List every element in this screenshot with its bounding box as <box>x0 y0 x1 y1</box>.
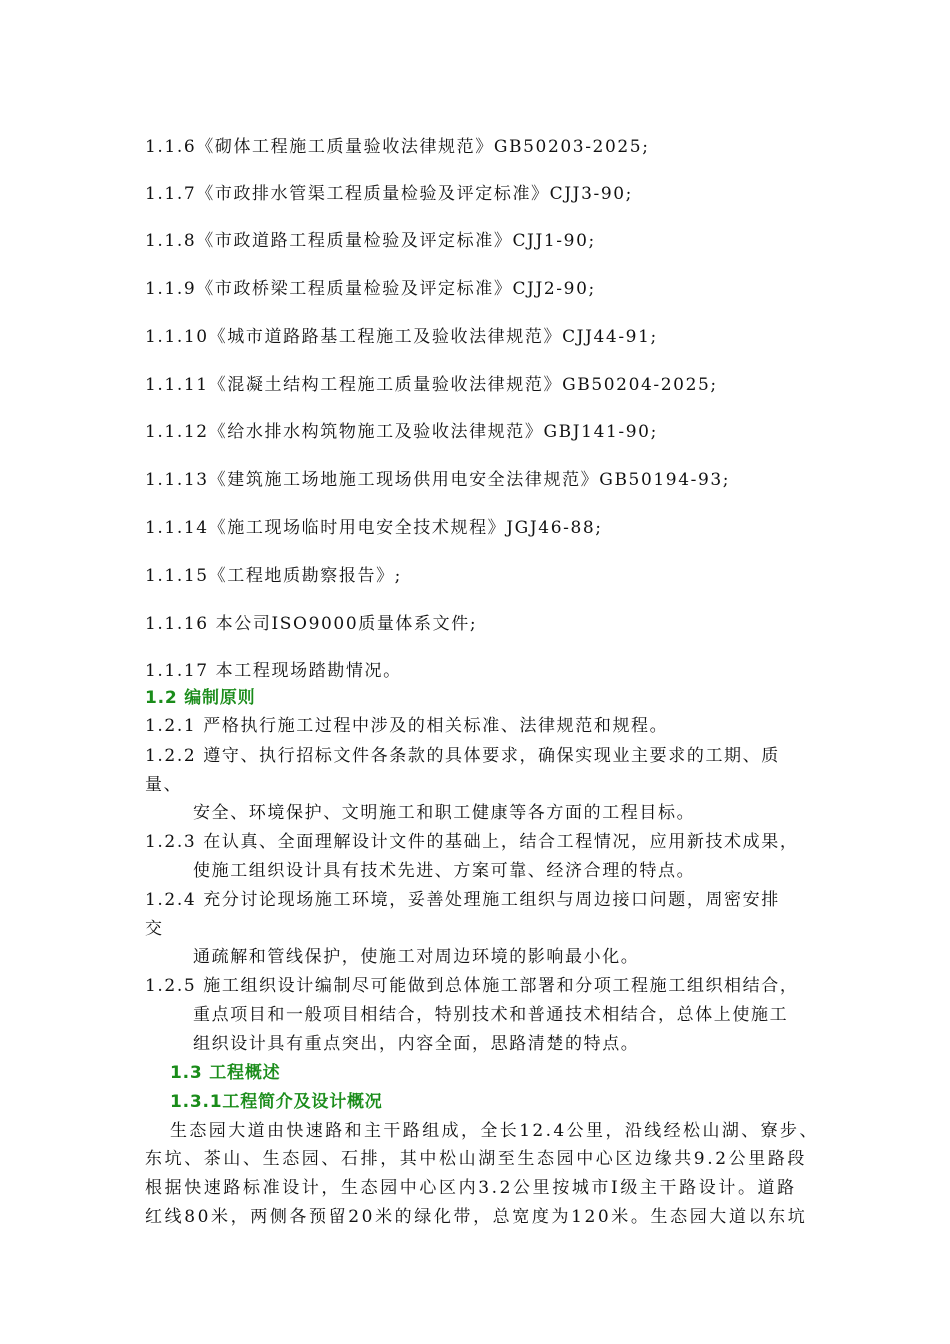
principle-line: 交 <box>145 919 164 939</box>
principle-line: 1.2.4 充分讨论现场施工环境，妥善处理施工组织与周边接口问题，周密安排 <box>145 890 780 910</box>
subsection-heading: 1.3.1工程简介及设计概况 <box>170 1092 383 1112</box>
ref-item: 1.1.14《施工现场临时用电安全技术规程》JGJ46-88; <box>145 518 603 538</box>
principle-line: 安全、环境保护、文明施工和职工健康等各方面的工程目标。 <box>193 803 696 823</box>
ref-item: 1.1.8《市政道路工程质量检验及评定标准》CJJ1-90; <box>145 231 596 251</box>
paragraph-line: 根据快速路标准设计，生态园中心区内3.2公里按城市Ⅰ级主干路设计。道路 <box>145 1178 797 1198</box>
principle-line: 重点项目和一般项目相结合，特别技术和普通技术相结合，总体上使施工 <box>193 1005 789 1025</box>
paragraph-line: 东坑、茶山、生态园、石排，其中松山湖至生态园中心区边缘共9.2公里路段 <box>145 1149 808 1169</box>
principle-line: 1.2.3 在认真、全面理解设计文件的基础上，结合工程情况，应用新技术成果， <box>145 832 799 852</box>
ref-item: 1.1.9《市政桥梁工程质量检验及评定标准》CJJ2-90; <box>145 279 596 299</box>
paragraph-line: 生态园大道由快速路和主干路组成，全长12.4公里，沿线经松山湖、寮步、 <box>170 1121 819 1141</box>
ref-item: 1.1.13《建筑施工场地施工现场供用电安全法律规范》GB50194-93; <box>145 470 731 490</box>
ref-item: 1.1.7《市政排水管渠工程质量检验及评定标准》CJJ3-90; <box>145 184 634 204</box>
principle-line: 通疏解和管线保护，使施工对周边环境的影响最小化。 <box>193 947 640 967</box>
ref-item: 1.1.11《混凝土结构工程施工质量验收法律规范》GB50204-2025; <box>145 375 718 395</box>
ref-item: 1.1.17 本工程现场踏勘情况。 <box>145 661 402 681</box>
ref-item: 1.1.6《砌体工程施工质量验收法律规范》GB50203-2025; <box>145 137 650 157</box>
ref-item: 1.1.10《城市道路路基工程施工及验收法律规范》CJJ44-91; <box>145 327 658 347</box>
ref-item: 1.1.12《给水排水构筑物施工及验收法律规范》GBJ141-90; <box>145 422 658 442</box>
ref-item: 1.1.16 本公司ISO9000质量体系文件; <box>145 614 478 634</box>
principle-line: 1.2.2 遵守、执行招标文件各条款的具体要求，确保实现业主要求的工期、质 <box>145 746 780 766</box>
principle-line: 组织设计具有重点突出，内容全面，思路清楚的特点。 <box>193 1034 640 1054</box>
principle-line: 1.2.1 严格执行施工过程中涉及的相关标准、法律规范和规程。 <box>145 716 669 736</box>
principle-line: 1.2.5 施工组织设计编制尽可能做到总体施工部署和分项工程施工组织相结合， <box>145 976 799 996</box>
section-heading: 1.2 编制原则 <box>145 688 256 708</box>
principle-line: 使施工组织设计具有技术先进、方案可靠、经济合理的特点。 <box>193 861 696 881</box>
paragraph-line: 红线80米，两侧各预留20米的绿化带，总宽度为120米。生态园大道以东坑 <box>145 1207 808 1227</box>
section-heading: 1.3 工程概述 <box>170 1063 281 1083</box>
ref-item: 1.1.15《工程地质勘察报告》; <box>145 566 402 586</box>
principle-line: 量、 <box>145 775 183 795</box>
